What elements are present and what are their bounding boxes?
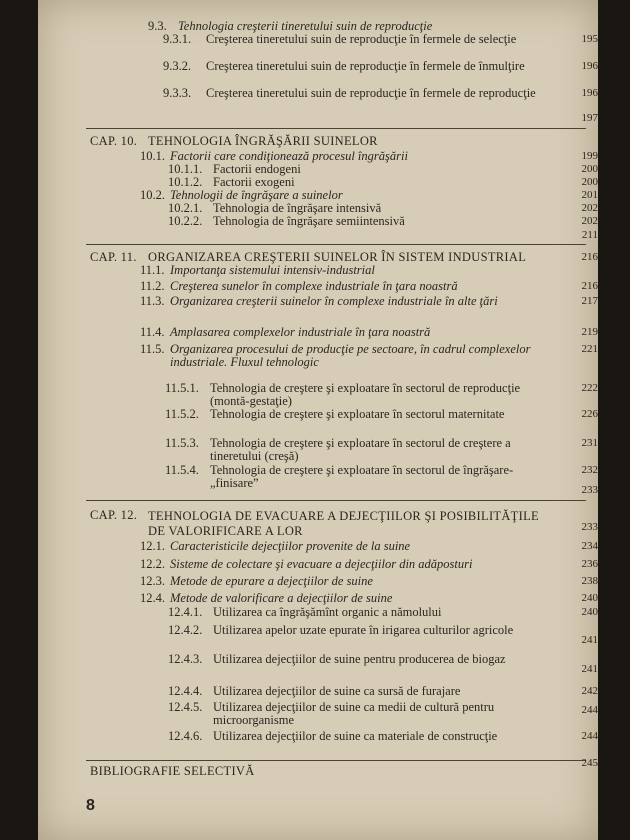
entry-number: 12.3.	[140, 574, 165, 588]
entry-title: Creşterea tineretului suin de reproducţie în fermele de înmulţire	[206, 59, 525, 73]
entry-page: 196	[581, 87, 598, 99]
entry-title: Tehnologia de creştere şi exploatare în sectorul de creştere a tineretului (creşă)	[210, 436, 511, 463]
entry-page: 211	[581, 229, 598, 241]
entry-page: 216	[581, 280, 598, 292]
entry-title: Utilizarea dejecţiilor de suine ca sursă de furajare	[213, 684, 461, 698]
entry-page: 231	[581, 437, 598, 449]
entry-number: 11.4.	[140, 325, 165, 339]
entry-title: Amplasarea complexelor industriale în ţara noastră	[170, 325, 431, 339]
entry-page: 200	[581, 163, 598, 175]
entry-number: 9.3.3.	[163, 86, 192, 100]
entry-page: 233	[581, 521, 598, 533]
entry-number: 12.2.	[140, 557, 165, 571]
entry-number: 10.2.1.	[168, 201, 203, 215]
entry-page: 221	[581, 343, 598, 355]
entry-page: 195	[581, 33, 598, 45]
entry-title: Tehnologia de creştere şi exploatare în sectorul de îngrăşare-„finisare”	[210, 463, 514, 490]
toc-entry	[38, 343, 598, 383]
entry-page: 242	[581, 685, 598, 697]
entry-title: Factorii endogeni	[213, 162, 301, 176]
entry-number: 12.4.6.	[168, 729, 203, 743]
chapter-number: CAP. 10.	[90, 134, 138, 148]
entry-page: 201	[581, 189, 598, 201]
entry-number: 10.1.1.	[168, 162, 203, 176]
entry-number: 11.2.	[140, 279, 165, 293]
entry-title: Tehnologia creşterii tineretului suin de reproducţie	[178, 19, 433, 33]
entry-page: 219	[581, 326, 598, 338]
entry-page: 199	[581, 150, 598, 162]
entry-number: 11.1.	[140, 263, 165, 277]
book-page	[38, 0, 598, 840]
divider	[86, 500, 586, 501]
entry-title: Factorii exogeni	[213, 175, 295, 189]
entry-page: 216	[581, 251, 598, 263]
entry-page: 240	[581, 592, 598, 604]
entry-number: 9.3.1.	[163, 32, 192, 46]
entry-title: Metode de epurare a dejecţiilor de suine	[170, 574, 373, 588]
entry-title: Creşterea sunelor în complexe industriale în ţara noastră	[170, 279, 458, 293]
entry-number: 9.3.2.	[163, 59, 192, 73]
entry-title: Utilizarea ca îngrăşămînt organic a nămolului	[213, 605, 442, 619]
entry-number: 12.4.	[140, 591, 165, 605]
entry-title: Creşterea tineretului suin de reproducţie în fermele de reproducţie	[206, 86, 536, 100]
entry-page: 202	[581, 202, 598, 214]
entry-page: 236	[581, 558, 598, 570]
entry-title: Organizarea procesului de producţie pe sectoare, în cadrul complexelor industriale. Fluxul tehnologic	[170, 342, 531, 369]
entry-title: Creşterea tineretului suin de reproducţie în fermele de selecţie	[206, 32, 517, 46]
entry-title: Utilizarea dejecţiilor de suine pentru producerea de biogaz	[213, 652, 506, 666]
entry-page: 245	[581, 757, 598, 769]
divider	[86, 760, 586, 761]
entry-number: 12.4.4.	[168, 684, 203, 698]
entry-title: Utilizarea dejecţiilor de suine ca materiale de construcţie	[213, 729, 498, 743]
page-number: 8	[86, 797, 95, 814]
entry-title: Metode de valorificare a dejecţiilor de suine	[170, 591, 393, 605]
chapter-title: ORGANIZAREA CREŞTERII SUINELOR ÎN SISTEM INDUSTRIAL	[148, 250, 527, 264]
entry-number: 10.1.	[140, 149, 165, 163]
entry-page: 234	[581, 540, 598, 552]
entry-page: 241	[581, 634, 598, 646]
entry-title: Importanţa sistemului intensiv-industrial	[170, 263, 375, 277]
entry-page: 217	[581, 295, 598, 307]
entry-page: 233	[581, 484, 598, 496]
entry-number: 9.3.	[148, 19, 167, 33]
chapter-number: CAP. 12.	[90, 508, 138, 522]
chapter-title: TEHNOLOGIA DE EVACUARE A DEJECŢIILOR ŞI POSIBILITĂŢILE DE VALORIFICARE A LOR	[148, 509, 539, 538]
entry-number: 11.5.	[140, 342, 165, 356]
entry-number: 12.4.3.	[168, 652, 203, 666]
entry-title: Sisteme de colectare şi evacuare a dejecţiilor din adăposturi	[170, 557, 473, 571]
entry-title: Factorii care condiţionează procesul îngrăşării	[170, 149, 408, 163]
bibliography-title: BIBLIOGRAFIE SELECTIVĂ	[90, 764, 255, 778]
entry-number: 11.5.3.	[165, 436, 199, 450]
entry-title: Tehnologia de creştere şi exploatare în sectorul de reproducţie (montă-gestaţie)	[210, 381, 521, 408]
chapter-title: TEHNOLOGIA ÎNGRĂŞĂRII SUINELOR	[148, 134, 378, 148]
entry-title: Tehnologia de îngrăşare semiintensivă	[213, 214, 405, 228]
entry-page: 202	[581, 215, 598, 227]
entry-page: 238	[581, 575, 598, 587]
entry-title: Utilizarea apelor uzate epurate în irigarea culturilor agricole	[213, 623, 514, 637]
entry-number: 10.2.	[140, 188, 165, 202]
entry-number: 10.2.2.	[168, 214, 203, 228]
entry-title: Tehnologia de îngrăşare intensivă	[213, 201, 382, 215]
bibliography-entry	[38, 757, 598, 785]
entry-page: 200	[581, 176, 598, 188]
entry-number: 11.5.4.	[165, 463, 199, 477]
entry-title: Utilizarea dejecţiilor de suine ca medii de cultură pentru microorganisme	[213, 700, 495, 727]
entry-title: Tehnologii de îngrăşare a suinelor	[170, 188, 343, 202]
divider	[86, 128, 586, 129]
entry-page: 197	[581, 112, 598, 124]
entry-title: Organizarea creşterii suinelor în complexe industriale în alte ţări	[170, 294, 498, 308]
entry-page: 240	[581, 606, 598, 618]
entry-number: 12.4.5.	[168, 700, 203, 714]
entry-page: 244	[581, 704, 598, 716]
entry-page: 196	[581, 60, 598, 72]
entry-page: 232	[581, 464, 598, 476]
entry-page: 244	[581, 730, 598, 742]
entry-number: 11.5.1.	[165, 381, 199, 395]
entry-title: Tehnologia de creştere şi exploatare în sectorul maternitate	[210, 407, 505, 421]
entry-number: 12.4.2.	[168, 623, 203, 637]
entry-number: 12.1.	[140, 539, 165, 553]
entry-number: 11.3.	[140, 294, 165, 308]
entry-page: 241	[581, 663, 598, 675]
entry-page: 226	[581, 408, 598, 420]
entry-number: 12.4.1.	[168, 605, 203, 619]
entry-page: 222	[581, 382, 598, 394]
entry-number: 11.5.2.	[165, 407, 199, 421]
chapter-number: CAP. 11.	[90, 250, 137, 264]
entry-title: Caracteristicile dejecţiilor provenite de la suine	[170, 539, 411, 553]
entry-number: 10.1.2.	[168, 175, 203, 189]
divider	[86, 244, 586, 245]
